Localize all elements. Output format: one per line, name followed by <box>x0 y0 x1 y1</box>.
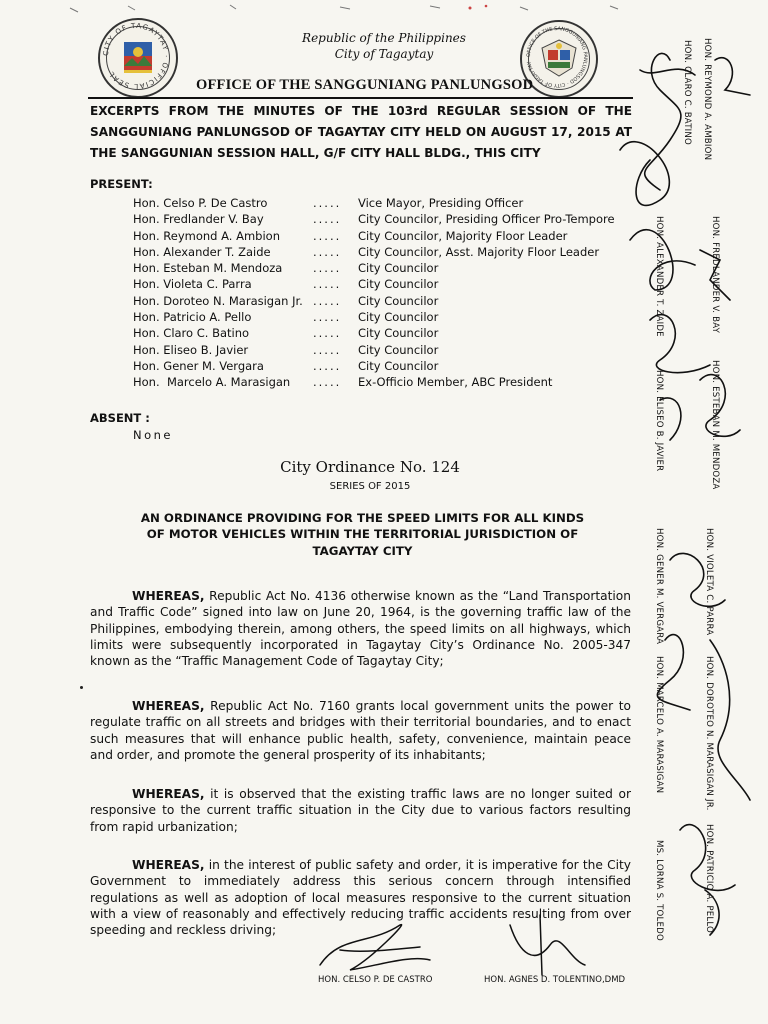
scan-edge-marks <box>0 0 768 14</box>
member-name: Hon. Claro C. Batino <box>133 326 250 341</box>
footer-signatory-right: HON. AGNES D. TOLENTINO,DMD <box>484 975 626 985</box>
member-role: City Councilor, Presiding Officer Pro-Tempore <box>358 212 615 227</box>
header-office: OFFICE OF THE SANGGUNIANG PANLUNGSOD <box>196 77 534 93</box>
roster-dots: ..... <box>313 310 342 325</box>
ordinance-series: SERIES OF 2015 <box>329 481 411 492</box>
roster-dots: ..... <box>313 342 342 357</box>
whereas-text: Republic Act No. 4136 otherwise known as the “Land Transportation and Traffic Code” signed into law on June 20, 1964, is the governing traffic law of the Philippines, embodying therein, among others, the speed limits on all highways, which limits were subsequently incorporated in Tagaytay City’s Ordinance No. 2005-347 known as the “Traffic Management Code of Tagaytay City; <box>90 589 631 669</box>
member-role: City Councilor, Majority Floor Leader <box>358 228 568 243</box>
whereas-text: Republic Act No. 7160 grants local government units the power to regulate traffic on all streets and bridges with their territorial boundaries, and to enact such measures that will enhance public health, safety, convenience, maintain peace and order, and promote the general prosperity of its inhabitants; <box>90 699 631 762</box>
side-name-mendoza: HON. ESTEBAN M. MENDOZA <box>710 360 720 490</box>
side-name-batino: HON. CLARO C. BATINO <box>682 40 692 145</box>
member-role: City Councilor <box>358 358 439 373</box>
roster-dots: ..... <box>313 228 342 243</box>
member-name: Hon. Fredlander V. Bay <box>133 212 264 227</box>
roster-row <box>133 343 648 359</box>
member-role: Ex-Officio Member, ABC President <box>358 375 553 390</box>
member-role: City Councilor <box>358 261 439 276</box>
present-roster <box>133 196 648 392</box>
member-role: City Councilor <box>358 342 439 357</box>
whereas-paragraph <box>90 588 631 669</box>
whereas-text: it is observed that the existing traffic laws are no longer suited or responsive to the current traffic situation in the City due to various factors resulting from rapid urbanization; <box>90 787 631 834</box>
member-name: Hon. Esteban M. Mendoza <box>133 261 283 276</box>
whereas-paragraph <box>90 698 631 763</box>
roster-dots: ..... <box>313 326 342 341</box>
roster-row <box>133 196 648 212</box>
whereas-lead: WHEREAS, <box>132 589 205 603</box>
member-name: Hon. Patricio A. Pello <box>133 310 252 325</box>
svg-text:OFFICE OF THE SANGGUNIANG PANL: OFFICE OF THE SANGGUNIANG PANLUNGSOD · CITY OF TAGAYTAY <box>525 25 589 89</box>
member-name: Hon. Eliseo B. Javier <box>133 342 249 357</box>
member-name: Hon. Reymond A. Ambion <box>133 228 280 243</box>
roster-row <box>133 245 648 261</box>
present-label: PRESENT: <box>90 177 153 191</box>
header-rule <box>88 97 633 99</box>
footer-signatory-left: HON. CELSO P. DE CASTRO <box>318 975 433 985</box>
absent-label: ABSENT : <box>90 411 150 425</box>
roster-dots: ..... <box>313 244 342 259</box>
header-republic: Republic of the Philippines <box>302 31 466 45</box>
member-name: Hon. Alexander T. Zaide <box>133 244 271 259</box>
roster-dots: ..... <box>313 261 342 276</box>
svg-text:CITY OF TAGAYTAY · OFFICIAL SE: CITY OF TAGAYTAY · OFFICIAL SEAL <box>101 21 171 91</box>
roster-dots: ..... <box>313 212 342 227</box>
side-name-ambion: HON. REYMOND A. AMBION <box>702 38 712 161</box>
member-role: City Councilor <box>358 277 439 292</box>
side-name-toledo: MS. LORNA S. TOLEDO <box>654 840 664 941</box>
whereas-lead: WHEREAS, <box>132 787 205 801</box>
side-name-javier: HON. ELISEO B. JAVIER <box>654 370 664 472</box>
member-name: Hon. Violeta C. Parra <box>133 277 252 292</box>
whereas-paragraph <box>90 786 631 835</box>
roster-row <box>133 261 648 277</box>
side-name-zaide: HON. ALEXANDER T. ZAIDE <box>654 216 664 337</box>
roster-dots: ..... <box>313 196 342 210</box>
roster-row <box>133 229 648 245</box>
side-name-bay: HON. FREDLANDER V. BAY <box>710 216 720 334</box>
roster-row <box>133 310 648 326</box>
roster-dots: ..... <box>313 358 342 373</box>
absent-value: None <box>133 428 174 442</box>
header-city: City of Tagaytay <box>334 47 434 61</box>
side-name-vergara: HON. GENER M. VERGARA <box>654 528 664 645</box>
stray-dot <box>80 686 83 689</box>
member-role: City Councilor <box>358 326 439 341</box>
member-role: City Councilor, Asst. Majority Floor Leader <box>358 244 600 259</box>
minutes-excerpt-heading: EXCERPTS FROM THE MINUTES OF THE 103rd REGULAR SESSION OF THE SANGGUNIANG PANLUNGSOD OF TAGAYTAY CITY HELD ON AUGUST 17, 2015 AT THE SANGGUNIAN SESSION HALL, G/F CITY HALL BLDG., THIS CITY <box>90 104 632 160</box>
roster-row <box>133 294 648 310</box>
roster-row <box>133 326 648 342</box>
member-role: City Councilor <box>358 293 439 308</box>
whereas-lead: WHEREAS, <box>132 699 205 713</box>
ordinance-title: City Ordinance No. 124 <box>280 458 460 476</box>
roster-row <box>133 375 648 391</box>
roster-row <box>133 359 648 375</box>
member-role: City Councilor <box>358 310 439 325</box>
roster-row <box>133 212 648 228</box>
member-name: Hon. Gener M. Vergara <box>133 358 264 373</box>
roster-dots: ..... <box>313 375 342 390</box>
member-name: Hon. Marcelo A. Marasigan <box>133 375 291 390</box>
member-name: Hon. Celso P. De Castro <box>133 196 268 210</box>
whereas-text: in the interest of public safety and order, it is imperative for the City Government to immediately address this serious concern through intensified regulations as well as adoption of local measures responsive to the current situation with a view of reasonably and effectively reducing traffic accidents resulting from over speeding and reckless driving; <box>90 858 631 938</box>
roster-dots: ..... <box>313 277 342 292</box>
side-name-marasigan: HON. MARCELO A. MARASIGAN <box>654 656 664 794</box>
member-name: Hon. Doroteo N. Marasigan Jr. <box>133 293 303 308</box>
roster-dots: ..... <box>313 293 342 308</box>
member-role: Vice Mayor, Presiding Officer <box>358 196 524 210</box>
whereas-lead: WHEREAS, <box>132 858 205 872</box>
whereas-paragraph <box>90 857 631 938</box>
ordinance-heading: AN ORDINANCE PROVIDING FOR THE SPEED LIMITS FOR ALL KINDS OF MOTOR VEHICLES WITHIN THE TERRITORIAL JURISDICTION OF TAGAYTAY CITY <box>140 511 585 558</box>
side-name-pello: HON. PATRICIO A. PELLO <box>704 824 714 933</box>
side-name-marasigan-jr: HON. DOROTEO N. MARASIGAN JR. <box>704 656 714 811</box>
roster-row <box>133 277 648 293</box>
side-name-parra: HON. VIOLETA C. PARRA <box>704 528 714 636</box>
